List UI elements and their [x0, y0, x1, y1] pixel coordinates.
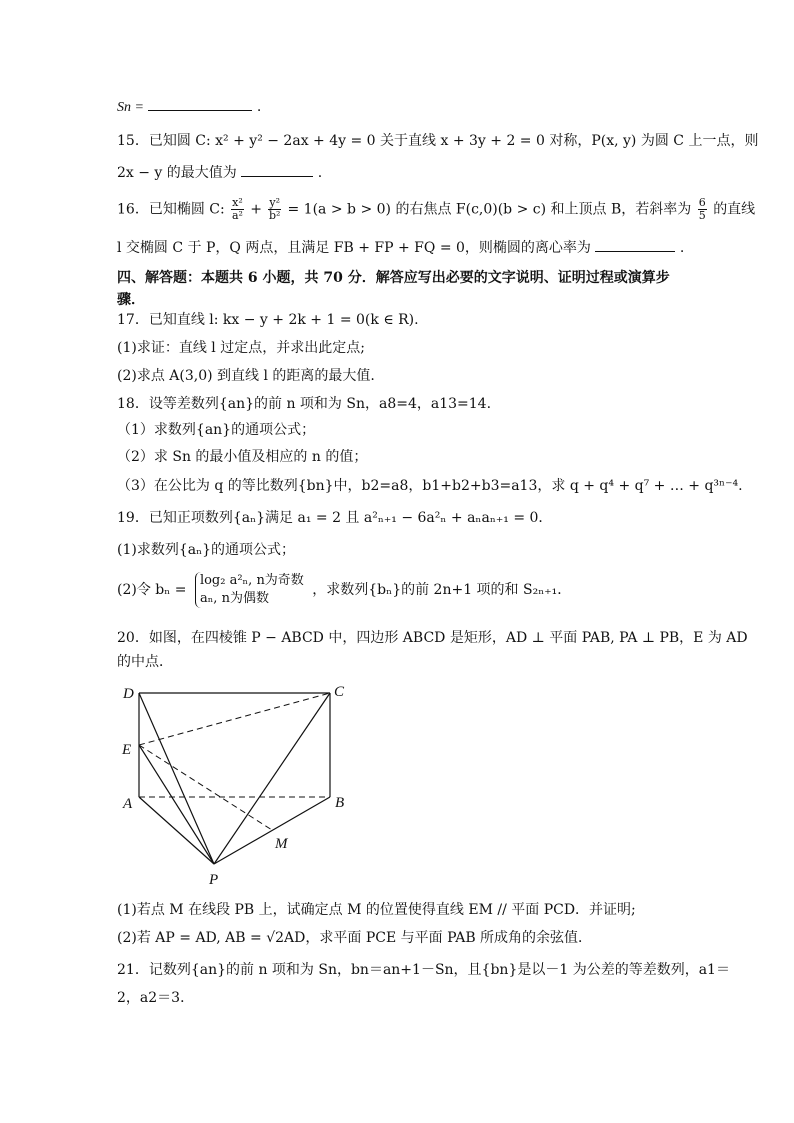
q16-line1 — [117, 197, 755, 222]
frac-numerator: 6 — [698, 196, 706, 209]
section4-line2: 骤． — [117, 292, 145, 308]
q14-end: . — [256, 99, 262, 115]
q19-stem: 19．已知正项数列{aₙ}满足 a₁ = 2 且 a²ₙ₊₁ − 6a²ₙ + aₙaₙ₊₁ = 0． — [117, 510, 553, 526]
q19-part1: (1)求数列{aₙ}的通项公式； — [117, 542, 296, 558]
q16-text-post: 的直线 — [713, 201, 756, 218]
q16-end: . — [679, 240, 685, 256]
q15-line1: 15．已知圆 C: x² + y² − 2ax + 4y = 0 关于直线 x + 3y + 2 = 0 对称，P(x, y) 为圆 C 上一点，则 — [117, 133, 759, 149]
q16-line2 — [117, 237, 684, 258]
case-odd: log₂ a²ₙ, n为奇数 — [199, 573, 304, 588]
q15-line2 — [117, 162, 322, 183]
dashed-EC — [139, 693, 330, 745]
edge-EP — [139, 745, 214, 864]
q15-answer-blank — [241, 162, 313, 177]
q18-part3: （3）在公比为 q 的等比数列{bn}中，b2=a8，b1+b2+b3=a13，求 q + q⁴ + q⁷ + … + q³ⁿ⁻⁴. — [117, 478, 743, 494]
edge-AP — [139, 797, 214, 864]
q18-stem: 18．设等差数列{an}的前 n 项和为 Sn，a8=4，a13=14. — [117, 396, 492, 412]
q16-frac-x — [231, 197, 244, 222]
label-P: P — [209, 872, 219, 888]
q19-part2 — [117, 572, 571, 608]
q15-end: . — [317, 165, 323, 181]
q17-stem: 17．已知直线 l: kx − y + 2k + 1 = 0(k ∈ R). — [117, 312, 419, 328]
q20-stem-line1: 20．如图，在四棱锥 P − ABCD 中，四边形 ABCD 是矩形，AD ⊥ 平面 PAB, PA ⊥ PB，E 为 AD — [117, 630, 748, 646]
frac-denominator: a² — [231, 209, 243, 222]
q16-text-mid: = 1(a > b > 0) 的右焦点 F(c,0)(b > c) 和上顶点 B，若斜率为 — [287, 201, 692, 218]
q15-text: 2x − y 的最大值为 — [117, 165, 237, 181]
q20-part1: (1)若点 M 在线段 PB 上，试确定点 M 的位置使得直线 EM // 平面 PCD．并证明; — [117, 902, 636, 918]
label-M: M — [275, 836, 288, 852]
q17-part1: (1)求证：直线 l 过定点，并求出此定点; — [117, 340, 365, 356]
label-D: D — [123, 686, 134, 702]
q18-part1: （1）求数列{an}的通项公式； — [117, 422, 316, 438]
q21-line1: 21．记数列{an}的前 n 项和为 Sn，bn＝an+1－Sn，且{bn}是以－1 为公差的等差数列，a1＝ — [117, 962, 730, 978]
q20-part2: (2)若 AP = AD, AB = √2AD，求平面 PCE 与平面 PAB 所成角的余弦值． — [117, 930, 593, 946]
label-B: B — [335, 795, 345, 811]
q14-label: Sn = — [117, 100, 144, 115]
frac-numerator: x² — [232, 196, 243, 209]
dashed-EM — [139, 745, 272, 830]
frac-numerator: y² — [269, 196, 281, 209]
q19-p2-pre: (2)令 bₙ = — [117, 582, 187, 598]
plus-sign: + — [250, 201, 262, 218]
q20-stem-line2: 的中点． — [117, 654, 173, 670]
q18-part2: （2）求 Sn 的最小值及相应的 n 的值； — [117, 449, 368, 465]
q16-text-pre: 16．已知椭圆 C: — [117, 201, 225, 218]
section4-line1: 四、解答题：本题共 6 小题，共 70 分．解答应写出必要的文字说明、证明过程或演算步 — [117, 270, 670, 286]
q21-line2: 2，a2＝3． — [117, 990, 195, 1006]
q14-tail — [117, 96, 261, 118]
q14-answer-blank — [148, 96, 252, 111]
label-A: A — [123, 796, 133, 812]
q16-frac-y — [268, 197, 281, 222]
edge-BP — [214, 797, 330, 864]
pyramid-figure — [112, 678, 362, 890]
q16-frac-slope — [698, 197, 707, 222]
q16-answer-blank — [595, 237, 675, 252]
edge-DP — [139, 693, 214, 864]
edge-CP — [214, 693, 330, 864]
case-even: aₙ, n为偶数 — [199, 591, 269, 606]
label-C: C — [334, 684, 345, 700]
frac-denominator: b² — [269, 209, 281, 222]
q17-part2: (2)求点 A(3,0) 到直线 l 的距离的最大值. — [117, 368, 375, 384]
label-E: E — [122, 742, 132, 758]
q19-p2-post: ，求数列{bₙ}的前 2n+1 项的和 S₂ₙ₊₁． — [312, 582, 572, 598]
piecewise-brace — [195, 572, 304, 608]
q16-text: l 交椭圆 C 于 P，Q 两点，且满足 FB + FP + FQ = 0，则椭圆的离心率为 — [117, 240, 591, 256]
frac-denominator: 5 — [698, 209, 706, 222]
